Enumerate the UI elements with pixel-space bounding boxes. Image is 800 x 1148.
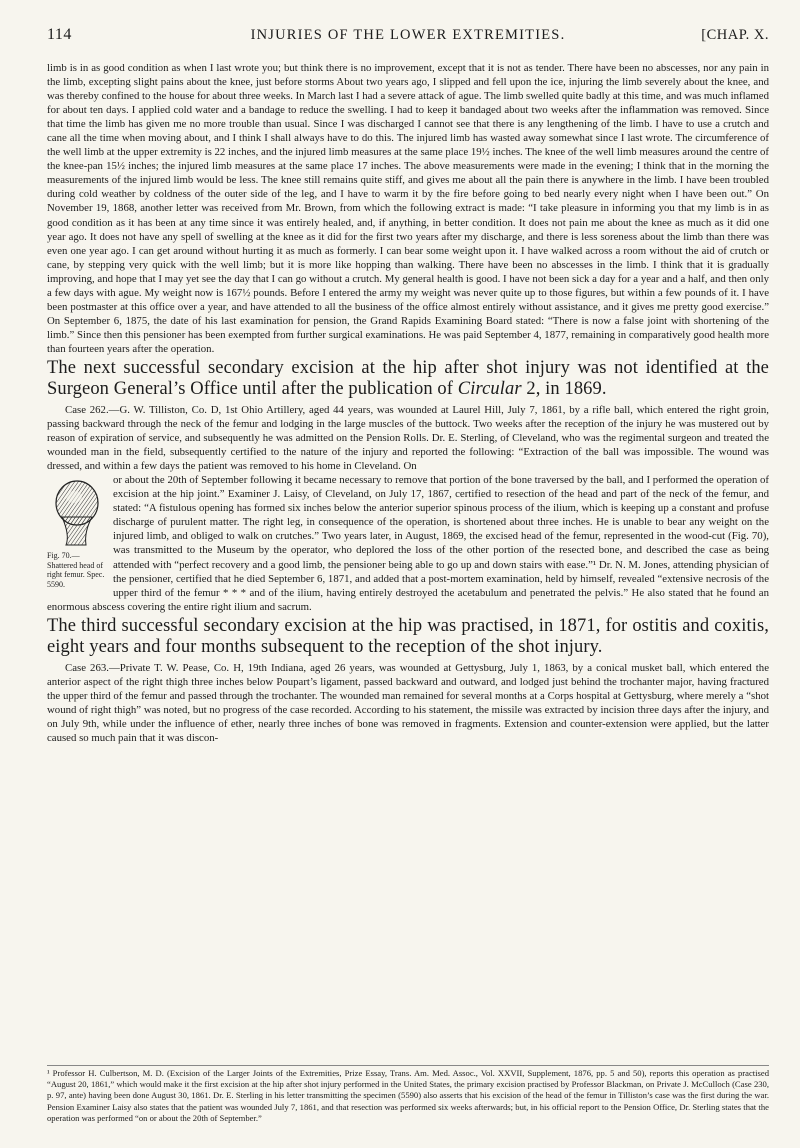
chapter-label: [CHAP. X. — [701, 27, 769, 43]
running-head — [47, 26, 769, 48]
femur-head-illustration — [52, 477, 102, 547]
section-heading-third-excision: The third successful secondary excision at the hip was practised, in 1871, for ostitis and coxitis, eight years and four months subsequent to the reception of the shot injury. — [47, 615, 769, 657]
paragraph-continued: limb is in as good condition as when I last wrote you; but think there is no improvement, except that it is not as tender. There have been no abscesses, nor any pain in the limb, excepting slight pains about the knee, just before storms About two years ago, I slipped and fell upon the ice, injuring the limb severely about the knee, and was thereby confined to the house for about three weeks. In March last I had a severe attack of ague. The limb swelled quite badly at this time, and was much inflamed for about ten days. I applied cold water and a bandage to reduce the swelling. I had to keep it bandaged about two weeks after the inflammation was removed. Since that time the limb has given me no more trouble than usual. Since I was discharged I cannot see that there is any lengthening of the limb. I have to use a crutch and cane all the time when moving about, and I think I shall always have to do this. The injured limb has wasted away somewhat since I last wrote. The circumference of the well limb at the upper extremity is 22 inches, and the injured limb measures at the same place 19½ inches. The knee of the well limb measures around the centre of the knee-pan 15½ inches; the injured limb measures at the same place 17 inches. The above measurements were made in the evening; I think that in the morning the measurements of the injured limb would be less. The knee still remains quite stiff, and gives me about all the pain there is anywhere in the limb. I have been troubled during cold weather by coldness of the outer side of the leg, and I have to warm it by the fire before going to bed nearly every night when I have been out.” On November 19, 1868, another letter was received from Mr. Brown, from which the following extract is made: “I take pleasure in informing you that my limb is in as good condition as it has been at any time since it was entirely healed, and, if anything, in better condition. It does not pain me about the knee as much as it did one year ago. It does not have any spell of swelling at the knee as it did for the first two years after my discharge, and there is less soreness about the limb than there was even one year ago. I can get around without hurting it as much as formerly. I can bear some weight upon it. I have walked across a room without the aid of crutch or cane, by stepping very quick with the well limb; but it is more like hopping than walking. There have been no abscesses in the limb. I think that it is gradually improving, and hope that I may yet see the day that I can go without a crutch. My general health is good. I have not been sick a day for a year and a half, and then only a few days with ague. My weight now is 167½ pounds. Before I entered the army my weight was never quite up to those figures, but within a few pounds of it. I have been postmaster at this office over a year, and have attended to all the business of the office almost entirely without assistance, and it gives me pretty good exercise.” On September 6, 1875, the date of his last examination for pension, the Grand Rapids Examining Board stated: “There is now a false joint with shortening of the limb.” Since then this pensioner has been exempted from further surgical examinations. He was paid September 4, 1877, remaining in comparatively good health more than fourteen years after the operation. — [47, 62, 769, 355]
footnote: ¹ Professor H. Culbertson, M. D. (Excision of the Larger Joints of the Extremities, Prize Essay, Trans. Am. Med. Assoc., Vol. XXVII, Supplement, 1876, pp. 5 and 50), reports this operation as practised “August 20, 1861,” which would make it the first excision at the hip after shot injury performed in the United States, the primary excision practised by Professor Blackman, on Private J. McCulloch (Case 230, p. 97, ante) having been done August 30, 1861. Dr. E. Sterling in his letter transmitting the specimen (5590) also asserts that his excision of the head of the femur in Tilliston’s case was the first during the war. Pension Examiner Laisy also states that the patient was wounded July 7, 1861, and that resection was performed six weeks afterwards; but, in his official report to the Pension Office, Dr. Sterling states that the operation was performed “on or about the 20th of September.” — [47, 1068, 769, 1123]
running-title: INJURIES OF THE LOWER EXTREMITIES. — [250, 27, 566, 43]
footnote-divider — [47, 1065, 769, 1066]
body-text — [47, 61, 769, 745]
case-263-paragraph: Case 263.—Private T. W. Pease, Co. H, 19th Indiana, aged 26 years, was wounded at Gettysburg, July 1, 1863, by a conical musket ball, which entered the anterior aspect of the right thigh three inches below Poupart’s ligament, passed backward and outward, and lodged just behind the trochanter major, having fractured the upper third of the femur and passed through the trochanter. The wounded man remained for several months at a Corps hospital at Gettysburg, where merely a “shot wound of right thigh” was noted, but no progress of the case recorded. According to his statement, the missile was extracted by incision three days after the injury, and on July 9th, while under the influence of ether, nearly three inches of bone was removed in fragments. Extension and counter-extension were applied, but the latter caused so much pain that it was discon- — [47, 661, 769, 744]
heading-text-c: 2, in 1869. — [521, 378, 607, 399]
case-262-paragraph-cont: or about the 20th of September following it became necessary to remove that portion of the bone traversed by the ball, and I performed the operation of excision at the hip joint.” Examiner J. Laisy, of Cleveland, on July 17, 1867, certified to resection of the head and part of the neck of the femur, and stated: “A fistulous opening has formed six inches below the anterior superior spinous process of the ilium, which is keeping up a constant and profuse discharge of purulent matter. The right leg, in consequence of the operation, is shortened about three inches. He is unable to bear any weight on the injured limb, and obliged to walk on crutches.” Two years later, in August, 1869, the excised head of the femur, represented in the wood-cut (Fig. 70), was transmitted to the Museum by the operator, who deplored the loss of the other portion of the resected bone, and described the case as being attended with “perfect recovery and a good limb, the pensioner being able to go up and down stairs with ease.”¹ Dr. N. M. Jones, attending physician of the pensioner, certified that he died September 6, 1871, and added that a post-mortem examination, held by himself, revealed “extensive necrosis of the upper third of the femur * * * and of the ilium, having entirely destroyed the acetabulum and penetrated the pelvis.” He also stated that he found an enormous abscess covering the entire right ilium and sacrum. — [47, 474, 769, 613]
page-number: 114 — [47, 26, 72, 43]
figure-70 — [47, 477, 107, 589]
heading-text-a: The next successful secondary excision at the hip after shot injury was not identified at the Surgeon General’s Office until after the publication of — [47, 357, 769, 399]
section-heading-second-excision — [47, 358, 769, 400]
case-262-paragraph: Case 262.—G. W. Tilliston, Co. D, 1st Ohio Artillery, aged 44 years, was wounded at Laurel Hill, July 7, 1861, by a rifle ball, which entered the right groin, passing backward through the neck of the femur and lodging in the large muscles of the buttock. Two weeks after the reception of the injury he was mustered out by reason of expiration of service, and subsequently he was admitted on the Pension Rolls. Dr. E. Sterling, of Cleveland, who was the regimental surgeon and treated the wounded man in the field, subsequently certified to the nature of the injury and reported the following: “Extraction of the ball was impossible. The wound was dressed, and within a few days the patient was removed to his home in Cleveland. On — [47, 403, 769, 473]
figure-caption: Fig. 70.—Shattered head of right femur. Spec. 5590. — [47, 551, 105, 589]
heading-text-circular: Circular — [457, 378, 522, 399]
